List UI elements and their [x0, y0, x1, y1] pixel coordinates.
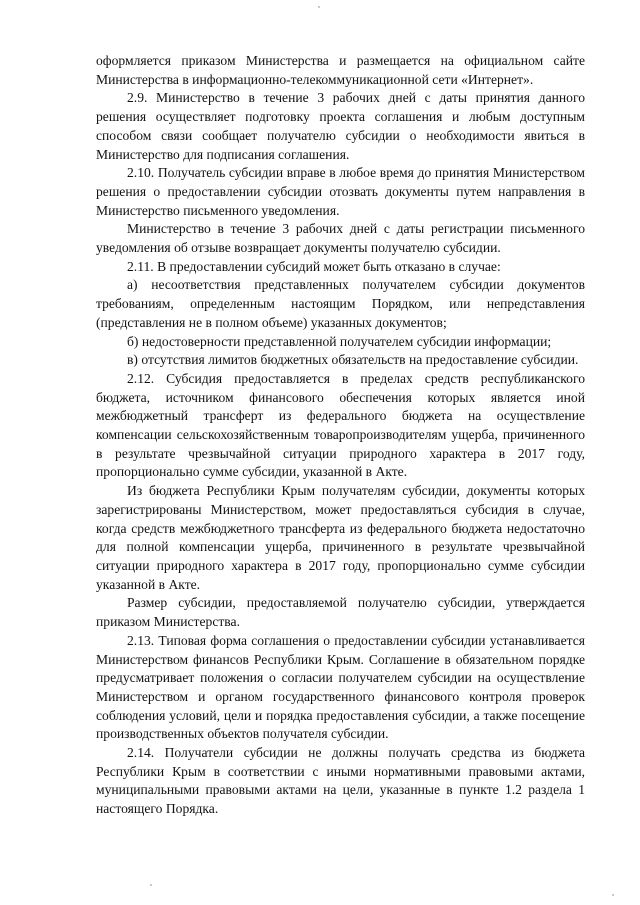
paragraph-2-11-a: а) несоответствия представленных получателем субсидии документов требованиям, определенным настоящим Порядком, или непредставления (представления не в полном объеме) указанных документов;: [96, 277, 585, 330]
paragraph-2-11-v: в) отсутствия лимитов бюджетных обязательств на предоставление субсидии.: [127, 352, 579, 368]
paragraph-2-13: 2.13. Типовая форма соглашения о предоставлении субсидии устанавливается Министерством финансов Республики Крым. Соглашение в обязательном порядке предусматривает положения о согласии получателем субсидии на осуществление Министерством и органом государственного финансового контроля проверок соблюдения условий, цели и порядка предоставления субсидии, а также посещение производственных объектов получателя субсидии.: [96, 632, 585, 742]
paragraph-2-12: 2.12. Субсидия предоставляется в пределах средств республиканского бюджета, источником финансового обеспечения которых является иной межбюджетный трансферт из федерального бюджета на осуществление компенсации сельскохозяйственным товаропроизводителям ущерба, причиненного в результате чрезвычайной ситуации природного характера в 2017 году, пропорционально сумме субсидии, указанной в Акте.: [96, 370, 585, 480]
paragraph-2-11-b: б) недостоверности представленной получателем субсидии информации;: [127, 333, 552, 349]
scan-artifact-dot: [612, 894, 614, 896]
scan-artifact-dot: [150, 884, 152, 886]
paragraph-2-12-budget: Из бюджета Республики Крым получателям субсидии, документы которых зарегистрированы Министерством, может предоставляться субсидия в случае, когда средств межбюджетного трансферта из федерального бюджета недостаточно для полной компенсации ущерба, причиненного в результате чрезвычайной ситуации природного характера в 2017 году, пропорционально сумме субсидии указанной в Акте.: [96, 483, 585, 592]
paragraph-2-10: 2.10. Получатель субсидии вправе в любое время до принятия Министерством решения о предоставлении субсидии отозвать документы путем направления в Министерство письменного уведомления.: [96, 165, 585, 218]
paragraph-2-14: 2.14. Получатели субсидии не должны получать средства из бюджета Республики Крым в соответствии с иными нормативными правовыми актами, муниципальными правовыми актами на цели, указанные в пункте 1.2 раздела 1 настоящего Порядка.: [96, 745, 585, 817]
document-page: [96, 52, 585, 819]
paragraph-continuation: оформляется приказом Министерства и размещается на официальном сайте Министерства в информационно-телекоммуникационной сети «Интернет».: [96, 53, 585, 87]
scan-artifact-dot: [318, 6, 320, 8]
paragraph-2-10-return: Министерство в течение 3 рабочих дней с даты регистрации письменного уведомления об отзыве возвращает документы получателю субсидии.: [96, 221, 585, 256]
paragraph-2-9: 2.9. Министерство в течение 3 рабочих дней с даты принятия данного решения осуществляет подготовку проекта соглашения и любым доступным способом связи сообщает получателю субсидии о необходимости явиться в Министерство для подписания соглашения.: [96, 90, 585, 162]
paragraph-2-11: 2.11. В предоставлении субсидий может быть отказано в случае:: [127, 258, 501, 274]
paragraph-2-12-size: Размер субсидии, предоставляемой получателю субсидии, утверждается приказом Министерства.: [96, 595, 585, 630]
